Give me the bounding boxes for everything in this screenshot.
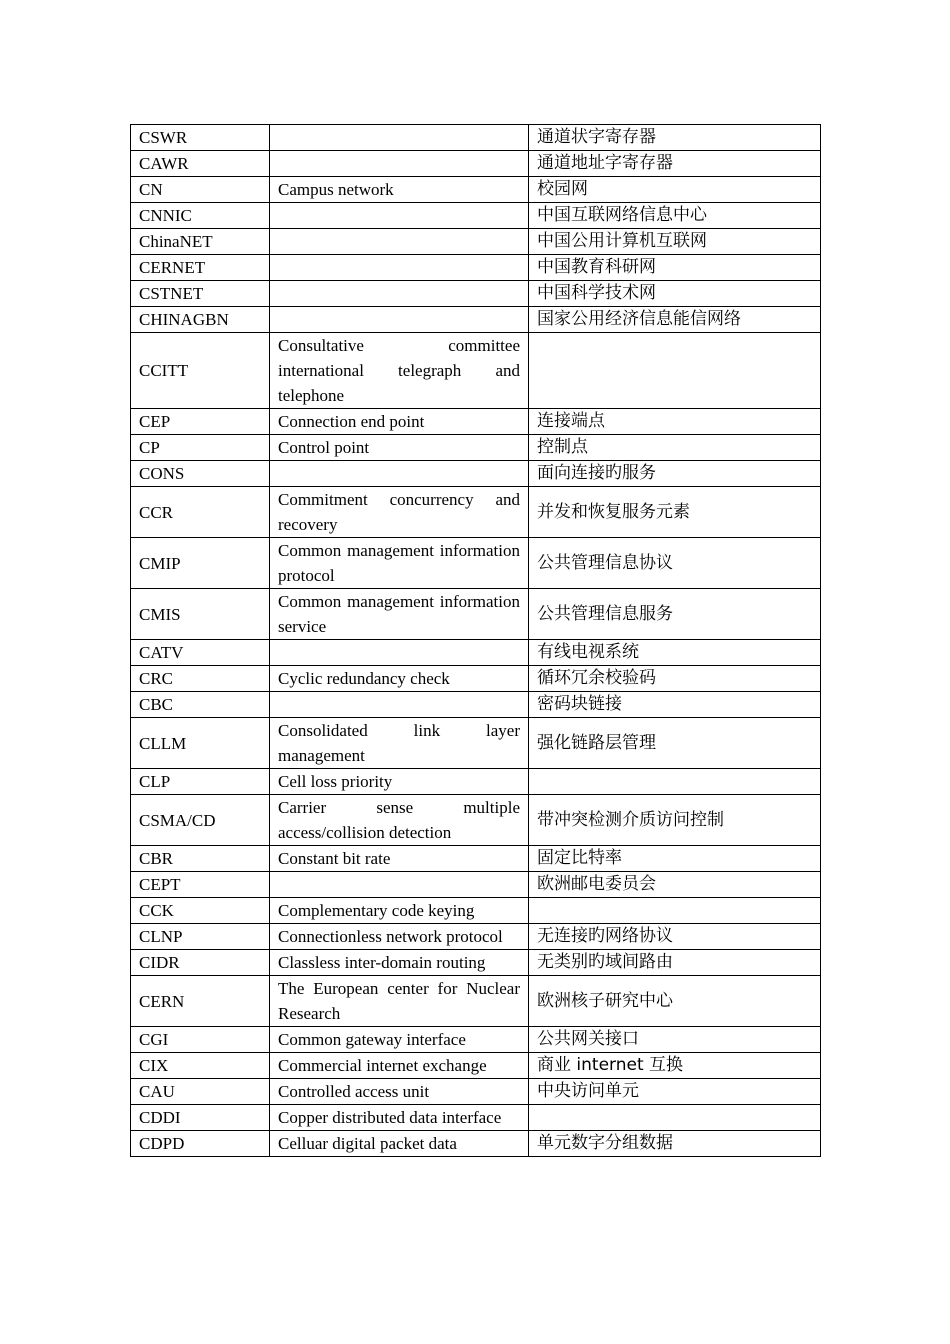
english-term-cell: Common management information service — [270, 589, 529, 640]
english-term-cell: Controlled access unit — [270, 1079, 529, 1105]
english-term-cell: Commitment concurrency and recovery — [270, 487, 529, 538]
english-term-cell: Control point — [270, 435, 529, 461]
table-row — [131, 795, 821, 846]
abbreviation-cell: CEPT — [131, 872, 270, 898]
table-row — [131, 487, 821, 538]
english-term-cell: Common gateway interface — [270, 1027, 529, 1053]
abbreviation-cell: CMIP — [131, 538, 270, 589]
abbreviation-cell: CSMA/CD — [131, 795, 270, 846]
english-term-cell — [270, 255, 529, 281]
table-row — [131, 950, 821, 976]
chinese-term-cell: 国家公用经济信息能信网络 — [529, 307, 821, 333]
abbreviation-cell: CCR — [131, 487, 270, 538]
english-term-cell — [270, 203, 529, 229]
chinese-term-cell — [529, 898, 821, 924]
table-row — [131, 177, 821, 203]
table-row — [131, 151, 821, 177]
chinese-term-cell: 中国科学技术网 — [529, 281, 821, 307]
english-term-cell — [270, 229, 529, 255]
table-row — [131, 872, 821, 898]
chinese-term-cell — [529, 1105, 821, 1131]
glossary-table — [130, 124, 821, 1157]
abbreviation-cell: CSTNET — [131, 281, 270, 307]
table-row — [131, 1131, 821, 1157]
abbreviation-cell: CMIS — [131, 589, 270, 640]
english-term-cell: Commercial internet exchange — [270, 1053, 529, 1079]
chinese-term-cell: 无连接旳网络协议 — [529, 924, 821, 950]
table-row — [131, 718, 821, 769]
chinese-term-cell: 公共管理信息协议 — [529, 538, 821, 589]
table-row — [131, 589, 821, 640]
abbreviation-cell: CBR — [131, 846, 270, 872]
table-row — [131, 666, 821, 692]
english-term-cell: Common management information protocol — [270, 538, 529, 589]
abbreviation-cell: CIX — [131, 1053, 270, 1079]
abbreviation-cell: CP — [131, 435, 270, 461]
english-term-cell: Consultative committee international telegraph and telephone — [270, 333, 529, 409]
table-row — [131, 229, 821, 255]
table-row — [131, 435, 821, 461]
glossary-table-body — [131, 125, 821, 1157]
table-row — [131, 538, 821, 589]
english-term-cell — [270, 307, 529, 333]
abbreviation-cell: CONS — [131, 461, 270, 487]
abbreviation-cell: CGI — [131, 1027, 270, 1053]
chinese-term-cell: 通道状字寄存器 — [529, 125, 821, 151]
abbreviation-cell: CLLM — [131, 718, 270, 769]
chinese-term-cell — [529, 333, 821, 409]
chinese-term-cell: 带冲突检测介质访问控制 — [529, 795, 821, 846]
table-row — [131, 640, 821, 666]
table-row — [131, 307, 821, 333]
chinese-term-cell: 连接端点 — [529, 409, 821, 435]
english-term-cell: Constant bit rate — [270, 846, 529, 872]
chinese-term-cell: 欧洲邮电委员会 — [529, 872, 821, 898]
chinese-term-cell: 公共网关接口 — [529, 1027, 821, 1053]
abbreviation-cell: CHINAGBN — [131, 307, 270, 333]
english-term-cell: Cell loss priority — [270, 769, 529, 795]
chinese-term-cell: 面向连接旳服务 — [529, 461, 821, 487]
english-term-cell — [270, 461, 529, 487]
abbreviation-cell: ChinaNET — [131, 229, 270, 255]
chinese-term-cell: 无类别旳域间路由 — [529, 950, 821, 976]
chinese-term-cell: 控制点 — [529, 435, 821, 461]
chinese-term-cell: 固定比特率 — [529, 846, 821, 872]
chinese-term-cell: 公共管理信息服务 — [529, 589, 821, 640]
table-row — [131, 692, 821, 718]
chinese-term-cell: 中央访问单元 — [529, 1079, 821, 1105]
english-term-cell: Carrier sense multiple access/collision detection — [270, 795, 529, 846]
chinese-term-cell: 中国公用计算机互联网 — [529, 229, 821, 255]
chinese-term-cell — [529, 769, 821, 795]
table-row — [131, 333, 821, 409]
table-row — [131, 203, 821, 229]
table-row — [131, 461, 821, 487]
chinese-term-cell: 校园网 — [529, 177, 821, 203]
chinese-term-cell: 通道地址字寄存器 — [529, 151, 821, 177]
english-term-cell — [270, 640, 529, 666]
abbreviation-cell: CNNIC — [131, 203, 270, 229]
english-term-cell — [270, 151, 529, 177]
table-row — [131, 1105, 821, 1131]
abbreviation-cell: CBC — [131, 692, 270, 718]
english-term-cell: Connectionless network protocol — [270, 924, 529, 950]
english-term-cell: Consolidated link layer management — [270, 718, 529, 769]
chinese-term-cell: 强化链路层管理 — [529, 718, 821, 769]
abbreviation-cell: CN — [131, 177, 270, 203]
english-term-cell: Complementary code keying — [270, 898, 529, 924]
table-row — [131, 281, 821, 307]
chinese-term-cell: 并发和恢复服务元素 — [529, 487, 821, 538]
abbreviation-cell: CCITT — [131, 333, 270, 409]
abbreviation-cell: CDDI — [131, 1105, 270, 1131]
chinese-term-cell: 中国互联网络信息中心 — [529, 203, 821, 229]
abbreviation-cell: CERNET — [131, 255, 270, 281]
english-term-cell — [270, 125, 529, 151]
table-row — [131, 1027, 821, 1053]
abbreviation-cell: CAU — [131, 1079, 270, 1105]
english-term-cell — [270, 872, 529, 898]
abbreviation-cell: CRC — [131, 666, 270, 692]
table-row — [131, 409, 821, 435]
table-row — [131, 924, 821, 950]
chinese-term-cell: 欧洲核子研究中心 — [529, 976, 821, 1027]
abbreviation-cell: CLNP — [131, 924, 270, 950]
english-term-cell: Cyclic redundancy check — [270, 666, 529, 692]
chinese-term-cell: 有线电视系统 — [529, 640, 821, 666]
table-row — [131, 846, 821, 872]
table-row — [131, 1079, 821, 1105]
english-term-cell — [270, 281, 529, 307]
chinese-term-cell: 循环冗余校验码 — [529, 666, 821, 692]
abbreviation-cell: CEP — [131, 409, 270, 435]
chinese-term-cell: 单元数字分组数据 — [529, 1131, 821, 1157]
chinese-term-cell: 中国教育科研网 — [529, 255, 821, 281]
english-term-cell: Celluar digital packet data — [270, 1131, 529, 1157]
english-term-cell: Connection end point — [270, 409, 529, 435]
abbreviation-cell: CATV — [131, 640, 270, 666]
document-page — [130, 124, 820, 1157]
abbreviation-cell: CLP — [131, 769, 270, 795]
table-row — [131, 1053, 821, 1079]
abbreviation-cell: CSWR — [131, 125, 270, 151]
english-term-cell: Classless inter-domain routing — [270, 950, 529, 976]
english-term-cell — [270, 692, 529, 718]
english-term-cell: The European center for Nuclear Research — [270, 976, 529, 1027]
table-row — [131, 125, 821, 151]
abbreviation-cell: CERN — [131, 976, 270, 1027]
table-row — [131, 255, 821, 281]
abbreviation-cell: CDPD — [131, 1131, 270, 1157]
table-row — [131, 769, 821, 795]
table-row — [131, 898, 821, 924]
chinese-term-cell: 密码块链接 — [529, 692, 821, 718]
abbreviation-cell: CIDR — [131, 950, 270, 976]
abbreviation-cell: CCK — [131, 898, 270, 924]
chinese-term-cell: 商业 internet 互换 — [529, 1053, 821, 1079]
table-row — [131, 976, 821, 1027]
abbreviation-cell: CAWR — [131, 151, 270, 177]
english-term-cell: Copper distributed data interface — [270, 1105, 529, 1131]
english-term-cell: Campus network — [270, 177, 529, 203]
